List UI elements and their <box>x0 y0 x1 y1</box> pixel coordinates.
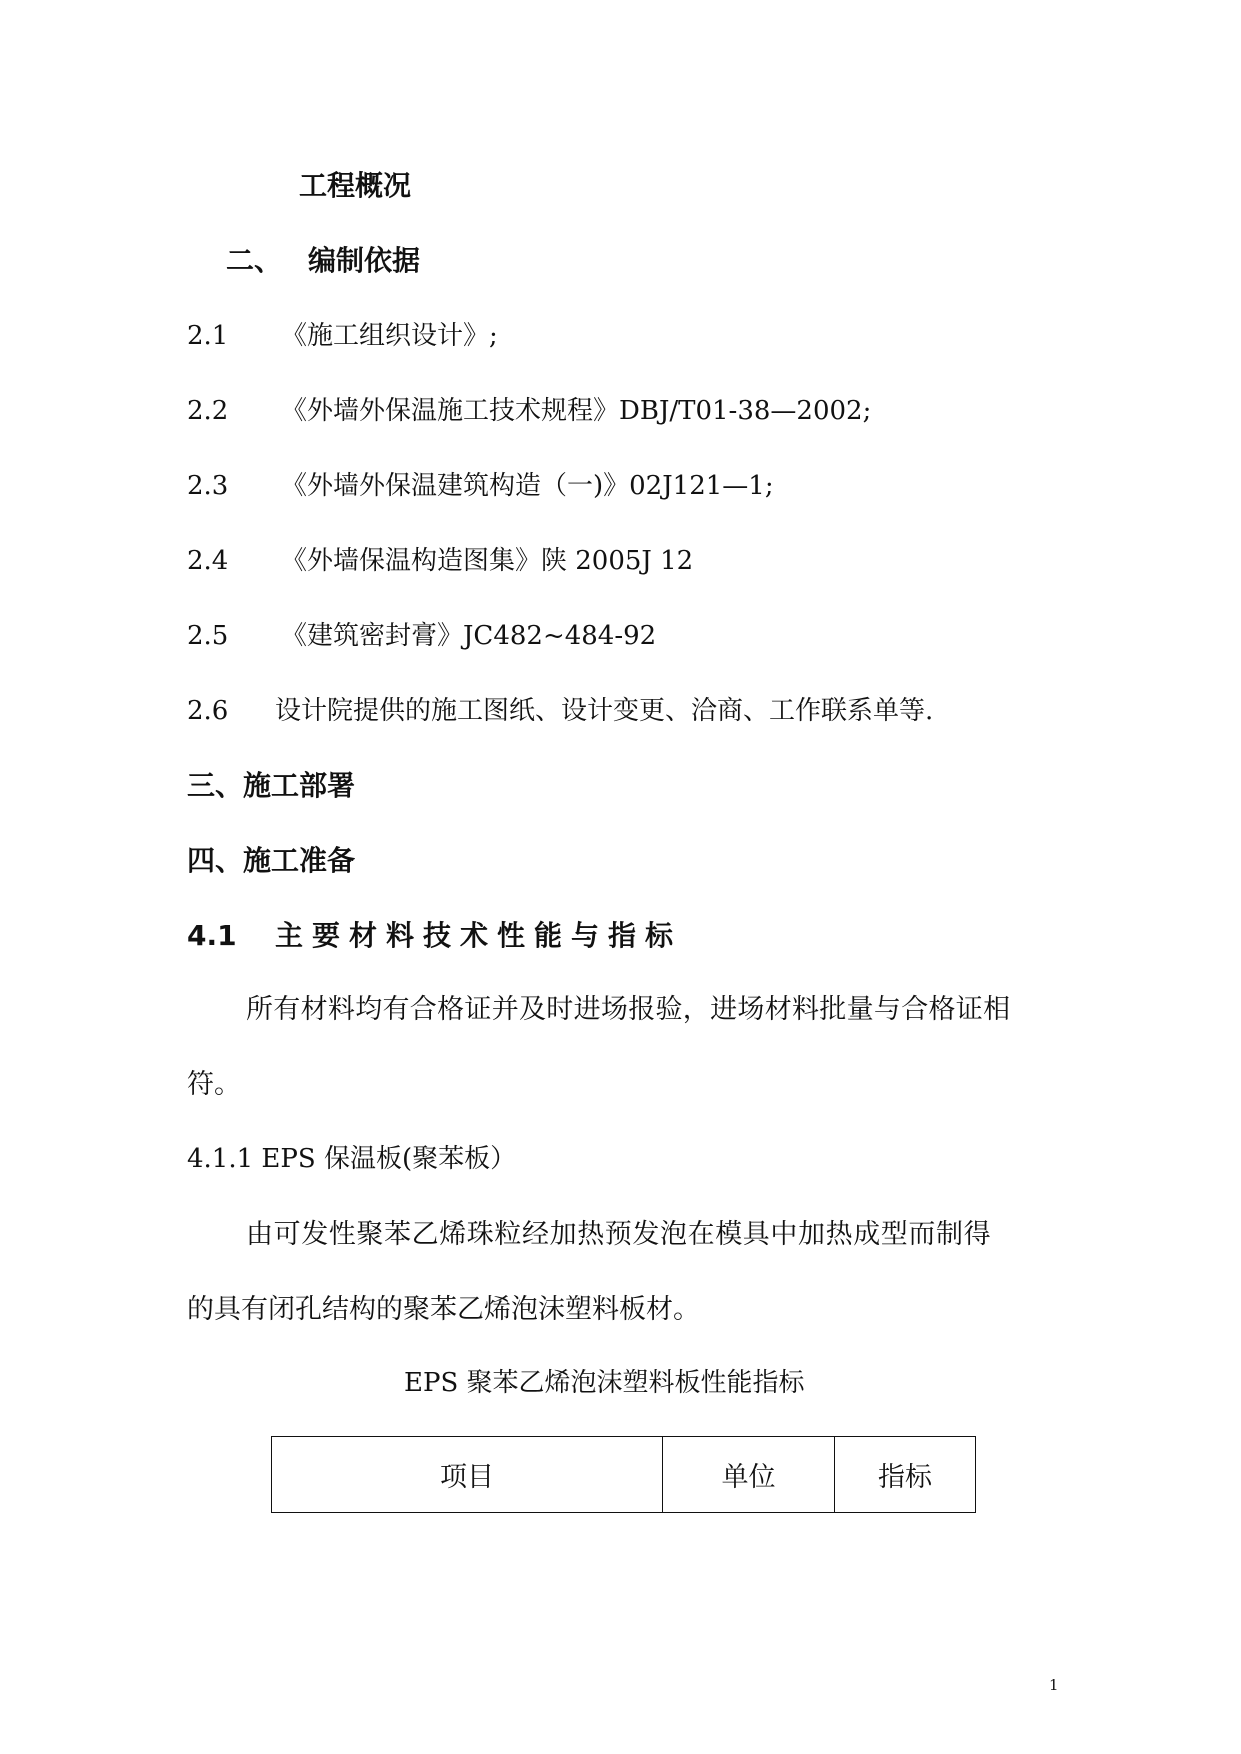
reference-text: 《外墙外保温建筑构造（一)》02J121—1; <box>281 471 774 501</box>
subsection-title: 主要材料技术性能与指标 <box>275 919 683 952</box>
section-title-deployment: 三、施工部署 <box>187 769 356 802</box>
reference-text: 《外墙外保温施工技术规程》DBJ/T01-38—2002; <box>281 396 872 426</box>
section-heading-basis <box>226 244 421 277</box>
performance-table <box>271 1436 976 1513</box>
paragraph-line: 由可发性聚苯乙烯珠粒经加热预发泡在模具中加热成型而制得 <box>246 1219 992 1250</box>
table-header-row <box>272 1437 976 1513</box>
section-number: 二、 <box>226 244 283 277</box>
reference-number: 2.5 <box>187 621 229 651</box>
reference-number: 2.3 <box>187 471 229 501</box>
table-header-cell: 单位 <box>663 1437 835 1513</box>
subsection-number: 4.1 <box>187 919 237 952</box>
reference-number: 2.6 <box>187 696 229 726</box>
subsection-heading-materials <box>187 919 683 952</box>
paragraph-line: 的具有闭孔结构的聚苯乙烯泡沫塑料板材。 <box>187 1294 700 1325</box>
page-number: 1 <box>1049 1676 1059 1694</box>
section-title-preparation: 四、施工准备 <box>187 844 356 877</box>
table-caption: EPS 聚苯乙烯泡沫塑料板性能指标 <box>404 1368 805 1398</box>
reference-text: 《施工组织设计》; <box>281 321 498 351</box>
reference-item <box>187 398 871 424</box>
table-header-cell: 指标 <box>835 1437 976 1513</box>
reference-text: 《外墙保温构造图集》陕 2005J 12 <box>281 546 694 576</box>
reference-text: 设计院提供的施工图纸、设计变更、洽商、工作联系单等. <box>275 696 934 726</box>
table-header-cell: 项目 <box>272 1437 663 1513</box>
reference-item <box>187 698 933 724</box>
reference-number: 2.2 <box>187 396 229 426</box>
reference-number: 2.4 <box>187 546 229 576</box>
reference-text: 《建筑密封膏》JC482~484-92 <box>281 621 657 651</box>
reference-number: 2.1 <box>187 321 229 351</box>
reference-item <box>187 548 693 574</box>
section-title: 编制依据 <box>308 244 421 277</box>
reference-item <box>187 473 774 499</box>
section-title-overview: 工程概况 <box>299 169 412 202</box>
reference-item <box>187 323 498 349</box>
paragraph-line: 符。 <box>187 1069 241 1100</box>
subsubsection-heading-eps: 4.1.1 EPS 保温板(聚苯板） <box>187 1144 517 1174</box>
paragraph-line: 所有材料均有合格证并及时进场报验，进场材料批量与合格证相 <box>246 994 1011 1025</box>
reference-item <box>187 623 656 649</box>
